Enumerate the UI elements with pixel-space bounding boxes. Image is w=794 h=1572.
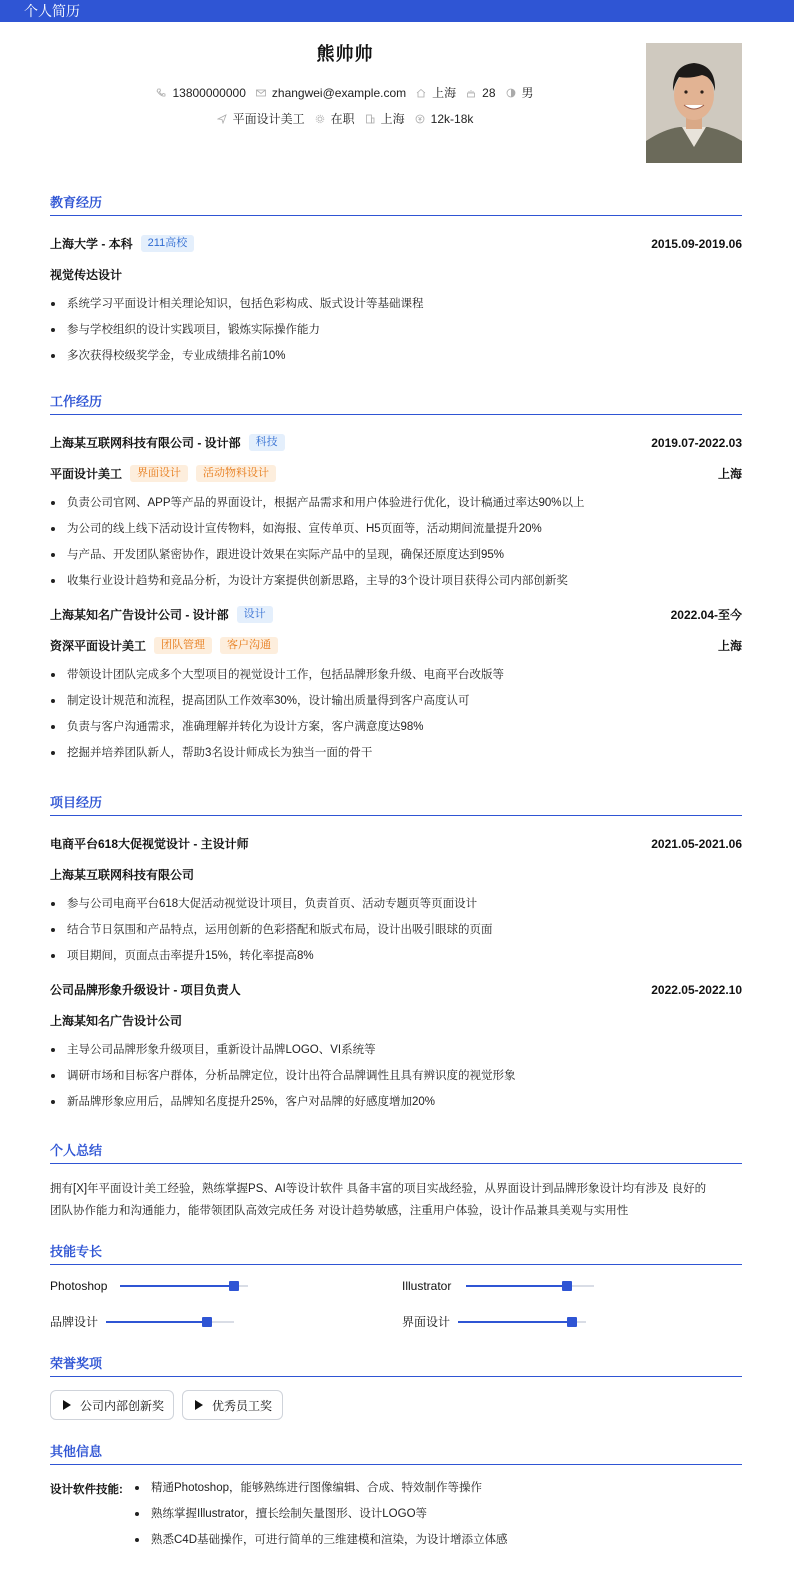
job-target-info [217, 110, 305, 127]
contact-row [0, 84, 690, 101]
play-icon [195, 1400, 203, 1410]
role-tag: 界面设计 [130, 465, 188, 482]
award-badge [182, 1390, 283, 1420]
skill-ui-design [402, 1313, 586, 1330]
play-icon [63, 1400, 71, 1410]
list-item: 结合节日氛围和产品特点，运用创新的色彩搭配和版式布局，设计出吸引眼球的页面 [50, 917, 742, 943]
education-major: 视觉传达设计 [50, 268, 123, 282]
job-bullets [50, 490, 742, 594]
profile-photo [646, 43, 742, 163]
projects-title: 项目经历 [50, 792, 742, 816]
skill-track [120, 1285, 248, 1287]
skills-section [50, 1241, 742, 1265]
cake-icon [466, 88, 476, 98]
job-head [50, 606, 742, 623]
age-text: 28 [482, 85, 496, 100]
skill-name: 界面设计 [402, 1315, 451, 1329]
list-item: 与产品、开发团队紧密协作，跟进设计效果在实际产品中的呈现，确保还原度达到95% [50, 542, 742, 568]
skill-knob [567, 1317, 577, 1327]
skill-track [458, 1321, 586, 1323]
summary-title: 个人总结 [50, 1140, 742, 1164]
role-tag: 客户沟通 [220, 637, 278, 654]
job-role-row [50, 465, 742, 482]
summary-text [50, 1178, 742, 1222]
building-icon [365, 114, 375, 124]
education-title: 教育经历 [50, 192, 742, 216]
job-intent-row [0, 110, 690, 127]
other-section [50, 1441, 742, 1465]
list-item: 为公司的线上线下活动设计宣传物料，如海报、宣传单页、H5页面等，活动期间流量提升20% [50, 516, 742, 542]
email-info [256, 86, 406, 100]
awards-section [50, 1353, 742, 1377]
skill-brand-design [50, 1313, 234, 1330]
project-head [50, 835, 742, 852]
job-city: 上海 [717, 467, 742, 481]
company-tag: 科技 [249, 434, 285, 451]
target-city-info [365, 110, 405, 127]
list-item: 负责公司官网、APP等产品的界面设计，根据产品需求和用户体验进行优化，设计稿通过率达90%以上 [50, 490, 742, 516]
role-tag: 团队管理 [154, 637, 212, 654]
skill-knob [202, 1317, 212, 1327]
summary-line: 团队协作能力和沟通能力，能带领团队高效完成任务 对设计趋势敏感，注重用户体验，设计作品兼具美观与实用性 [50, 1205, 629, 1217]
work-title: 工作经历 [50, 391, 742, 415]
profile-name: 熊帅帅 [316, 44, 374, 64]
skill-track [106, 1321, 234, 1323]
phone-info [156, 86, 245, 100]
skill-track [466, 1285, 594, 1287]
gender-text: 男 [521, 86, 534, 100]
company-name: 上海某知名广告设计公司 - 设计部 [50, 608, 229, 622]
salary-info [415, 112, 474, 126]
skill-photoshop [50, 1279, 248, 1293]
home-icon [416, 88, 426, 98]
coin-icon [415, 114, 425, 124]
skill-knob [229, 1281, 239, 1291]
target-city-text: 上海 [380, 112, 405, 126]
list-item: 负责与客户沟通需求，准确理解并转化为设计方案，客户满意度达98% [50, 714, 742, 740]
job-bullets [50, 662, 742, 766]
location-text: 上海 [432, 86, 457, 100]
project-bullets [50, 891, 742, 969]
projects-section [50, 792, 742, 1115]
education-entry-head [50, 235, 742, 252]
gender-info [506, 84, 534, 101]
list-item: 带领设计团队完成多个大型项目的视觉设计工作，包括品牌形象升级、电商平台改版等 [50, 662, 742, 688]
window-title: 个人简历 [0, 0, 794, 22]
project-org: 上海某知名广告设计公司 [50, 1014, 183, 1028]
list-item: 系统学习平面设计相关理论知识，包括色彩构成、版式设计等基础课程 [50, 291, 742, 317]
list-item: 新品牌形象应用后，品牌知名度提升25%，客户对品牌的好感度增加20% [50, 1089, 742, 1115]
job-role-row [50, 637, 742, 654]
summary-section [50, 1140, 742, 1222]
list-item: 熟练掌握Illustrator，擅长绘制矢量图形、设计LOGO等 [134, 1501, 734, 1527]
job-target-text: 平面设计美工 [232, 112, 305, 126]
company-name: 上海某互联网科技有限公司 - 设计部 [50, 436, 241, 450]
status-text: 在职 [330, 112, 355, 126]
list-item: 精通Photoshop，能够熟练进行图像编辑、合成、特效制作等操作 [134, 1475, 734, 1501]
email-text: zhangwei@example.com [271, 85, 407, 100]
job-role: 资深平面设计美工 [50, 639, 147, 653]
list-item: 熟悉C4D基础操作，可进行简单的三维建模和渲染，为设计增添立体感 [134, 1527, 734, 1553]
job-head [50, 434, 742, 451]
gear-icon [315, 114, 325, 124]
project-date: 2021.05-2021.06 [651, 836, 742, 851]
list-item: 多次获得校级奖学金，专业成绩排名前10% [50, 343, 742, 369]
age-info [466, 86, 495, 100]
school-name: 上海大学 - 本科 [50, 237, 133, 251]
award-label: 优秀员工奖 [212, 1398, 273, 1413]
skill-fill [106, 1321, 208, 1323]
list-item: 收集行业设计趋势和竞品分析，为设计方案提供创新思路，主导的3个设计项目获得公司内部创新奖 [50, 568, 742, 594]
role-tag: 活动物料设计 [196, 465, 276, 482]
list-item: 调研市场和目标客户群体，分析品牌定位，设计出符合品牌调性且具有辨识度的视觉形象 [50, 1063, 742, 1089]
send-icon [217, 114, 227, 124]
job-date: 2022.04-至今 [670, 608, 742, 622]
job-role: 平面设计美工 [50, 467, 123, 481]
skill-fill [466, 1285, 568, 1287]
status-info [315, 110, 355, 127]
phone-icon [156, 88, 166, 98]
skill-name: Illustrator [402, 1279, 452, 1293]
phone-text: 13800000000 [172, 85, 246, 100]
gender-icon [506, 88, 516, 98]
project-name: 公司品牌形象升级设计 - 项目负责人 [50, 983, 241, 997]
list-item: 挖掘并培养团队新人，帮助3名设计师成长为独当一面的骨干 [50, 740, 742, 766]
project-date: 2022.05-2022.10 [651, 982, 742, 997]
skill-illustrator [402, 1279, 594, 1293]
list-item: 主导公司品牌形象升级项目，重新设计品牌LOGO、VI系统等 [50, 1037, 742, 1063]
school-tag: 211高校 [141, 235, 195, 252]
list-item: 项目期间，页面点击率提升15%，转化率提高8% [50, 943, 742, 969]
education-date: 2015.09-2019.06 [651, 236, 742, 251]
mail-icon [256, 88, 266, 98]
job-city: 上海 [717, 639, 742, 653]
other-label: 设计软件技能: [50, 1484, 123, 1496]
project-head [50, 981, 742, 998]
work-section [50, 391, 742, 766]
company-tag: 设计 [237, 606, 273, 623]
list-item: 参与公司电商平台618大促活动视觉设计项目，负责首页、活动专题页等页面设计 [50, 891, 742, 917]
awards-title: 荣誉奖项 [50, 1353, 742, 1377]
award-badge [50, 1390, 174, 1420]
skill-name: Photoshop [50, 1279, 108, 1293]
project-bullets [50, 1037, 742, 1115]
list-item: 制定设计规范和流程，提高团队工作效率30%，设计输出质量得到客户高度认可 [50, 688, 742, 714]
avatar-illustration [646, 43, 742, 163]
skill-knob [562, 1281, 572, 1291]
education-section [50, 192, 742, 369]
salary-text: 12k-18k [430, 111, 474, 126]
project-name: 电商平台618大促视觉设计 - 主设计师 [50, 837, 249, 851]
other-bullets [134, 1475, 734, 1553]
skill-fill [120, 1285, 235, 1287]
education-bullets [50, 291, 742, 369]
job-date: 2019.07-2022.03 [651, 435, 742, 450]
other-title: 其他信息 [50, 1441, 742, 1465]
award-label: 公司内部创新奖 [80, 1398, 165, 1413]
summary-line: 拥有[X]年平面设计美工经验，熟练掌握PS、AI等设计软件 具备丰富的项目实战经验，从界面设计到品牌形象设计均有涉及 良好的 [50, 1183, 707, 1195]
list-item: 参与学校组织的设计实践项目，锻炼实际操作能力 [50, 317, 742, 343]
location-info [416, 84, 456, 101]
profile-header [0, 22, 794, 172]
skills-title: 技能专长 [50, 1241, 742, 1265]
skill-name: 品牌设计 [50, 1315, 99, 1329]
skill-fill [458, 1321, 573, 1323]
project-org: 上海某互联网科技有限公司 [50, 868, 195, 882]
